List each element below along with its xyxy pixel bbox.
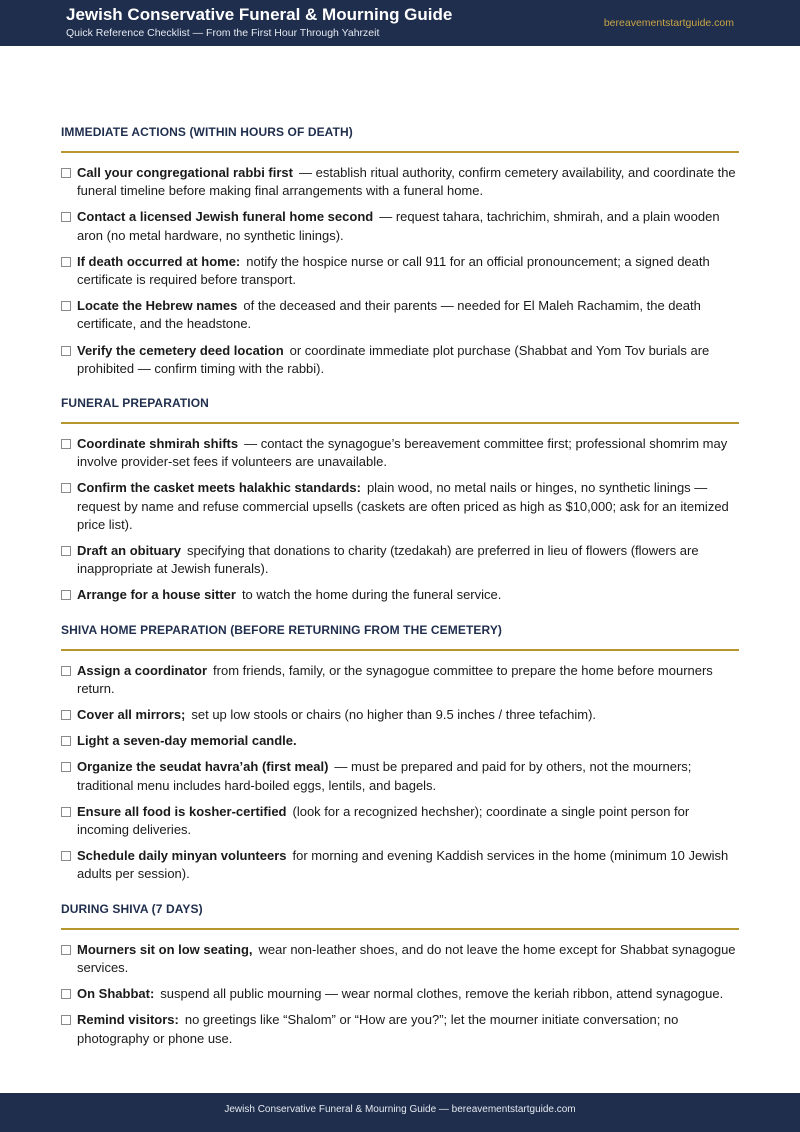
checklist-item [61,586,739,604]
item-text: to watch the home during the funeral service. [241,587,502,603]
checklist-item [61,803,739,839]
item-text: specifying that donations to charity (tzedakah) are preferred in lieu of flowers (flowers are inappropriate at Jewish funerals). [77,543,699,577]
section-heading: IMMEDIATE ACTIONS (WITHIN HOURS OF DEATH) [61,125,739,153]
checkbox[interactable] [61,168,71,178]
item-text: — contact the synagogue’s bereavement committee first; professional shomrim may involve provider-set fees if volunteers are unavailable. [77,436,728,470]
item-text: suspend all public mourning — wear normal clothes, remove the keriah ribbon, attend synagogue. [160,986,724,1002]
checkbox[interactable] [61,666,71,676]
checklist-item [61,297,739,333]
item-lead: Contact a licensed Jewish funeral home second [77,209,374,225]
checklist-item [61,662,739,698]
checklist [61,435,739,605]
item-lead: Schedule daily minyan volunteers [77,848,287,864]
checklist-item [61,435,739,471]
section-heading: DURING SHIVA (7 DAYS) [61,902,739,930]
checkbox[interactable] [61,762,71,772]
checklist-section [61,902,739,1048]
section-heading: SHIVA HOME PREPARATION (BEFORE RETURNING FROM THE CEMETERY) [61,623,739,651]
item-text: — must be prepared and paid for by others, not the mourners; traditional menu includes hard-boiled eggs, lentils, and bagels. [77,759,692,793]
item-text: — request tahara, tachrichim, shmirah, and a plain wooden aron (no metal hardware, no synthetic linings). [77,209,720,243]
checklist-item [61,941,739,977]
item-lead: Assign a coordinator [77,662,208,678]
item-text: — establish ritual authority, confirm cemetery availability, and coordinate the funeral timeline before making final arrangements with a funeral home. [77,165,736,199]
footer-text: Jewish Conservative Funeral & Mourning Guide — bereavementstartguide.com [224,1104,576,1115]
checkbox[interactable] [61,710,71,720]
section-heading: FUNERAL PREPARATION [61,396,739,424]
checklist-item [61,847,739,883]
item-lead: Mourners sit on low seating, [77,941,253,957]
item-lead: Light a seven-day memorial candle. [77,733,297,749]
item-lead: Cover all mirrors; [77,707,186,723]
checklist-section [61,125,739,378]
item-text: or coordinate immediate plot purchase (Shabbat and Yom Tov burials are prohibited — confirm timing with the rabbi). [77,342,710,376]
item-lead: Remind visitors: [77,1012,179,1028]
checkbox[interactable] [61,483,71,493]
checklist-item [61,164,739,200]
header-bar [0,0,800,46]
item-text: plain wood, no metal nails or hinges, no synthetic linings — request by name and refuse commercial upsells (caskets are often priced as high as $10,000; ask for an itemized price list). [77,480,729,532]
checkbox[interactable] [61,989,71,999]
checklist-item [61,706,739,724]
checkbox[interactable] [61,807,71,817]
item-text: no greetings like “Shalom” or “How are you?”; let the mourner initiate conversation; no photography or phone use. [77,1012,679,1046]
checklist-item [61,208,739,244]
checkbox[interactable] [61,346,71,356]
item-text: notify the hospice nurse or call 911 for an official pronouncement; a signed death certificate is required before transport. [77,253,710,288]
item-lead: Call your congregational rabbi first [77,165,293,180]
checklist [61,662,739,884]
checkbox[interactable] [61,851,71,861]
checklist-item [61,253,739,289]
checkbox[interactable] [61,301,71,311]
item-text: wear non-leather shoes, and do not leave the home except for Shabbat synagogue services. [77,941,736,975]
item-lead: Draft an obituary [77,543,182,559]
item-text: set up low stools or chairs (no higher than 9.5 inches / three tefachim). [191,707,597,723]
item-text: for morning and evening Kaddish services in the home (minimum 10 Jewish adults per session). [77,848,729,882]
checklist-item [61,732,739,750]
checklist-item [61,985,739,1003]
checkbox[interactable] [61,736,71,746]
checklist-item [61,342,739,378]
checkbox[interactable] [61,945,71,955]
checkbox[interactable] [61,1015,71,1025]
checklist-item [61,479,739,534]
site-link[interactable]: bereavementstartguide.com [603,17,734,29]
item-lead: Verify the cemetery deed location [77,342,284,358]
checklist [61,164,739,378]
item-lead: On Shabbat: [77,986,155,1002]
item-lead: If death occurred at home: [77,253,241,269]
item-lead: Coordinate shmirah shifts [77,436,239,452]
item-lead: Arrange for a house sitter [77,587,236,603]
checklist-item [61,542,739,578]
item-text: from friends, family, or the synagogue committee to prepare the home before mourners return. [77,662,713,696]
item-text: (look for a recognized hechsher); coordinate a single point person for incoming deliveries. [77,803,690,838]
checklist-content [61,125,739,1066]
footer-bar [0,1093,800,1132]
checklist-item [61,758,739,794]
item-text: of the deceased and their parents — needed for El Maleh Rachamim, the death certificate, and the headstone. [77,298,701,332]
checklist-section [61,396,739,605]
checklist-section [61,623,739,884]
checkbox[interactable] [61,212,71,222]
checkbox[interactable] [61,546,71,556]
item-lead: Confirm the casket meets halakhic standards: [77,480,361,496]
checklist-item [61,1011,739,1047]
item-lead: Ensure all food is kosher-certified [77,803,287,819]
checkbox[interactable] [61,257,71,267]
checkbox[interactable] [61,590,71,600]
page-subtitle: Quick Reference Checklist — From the First Hour Through Yahrzeit [66,27,380,39]
item-lead: Organize the seudat havra’ah (first meal) [77,759,329,775]
checkbox[interactable] [61,439,71,449]
page-title: Jewish Conservative Funeral & Mourning Guide [66,5,453,24]
item-lead: Locate the Hebrew names [77,298,238,314]
checklist [61,941,739,1048]
